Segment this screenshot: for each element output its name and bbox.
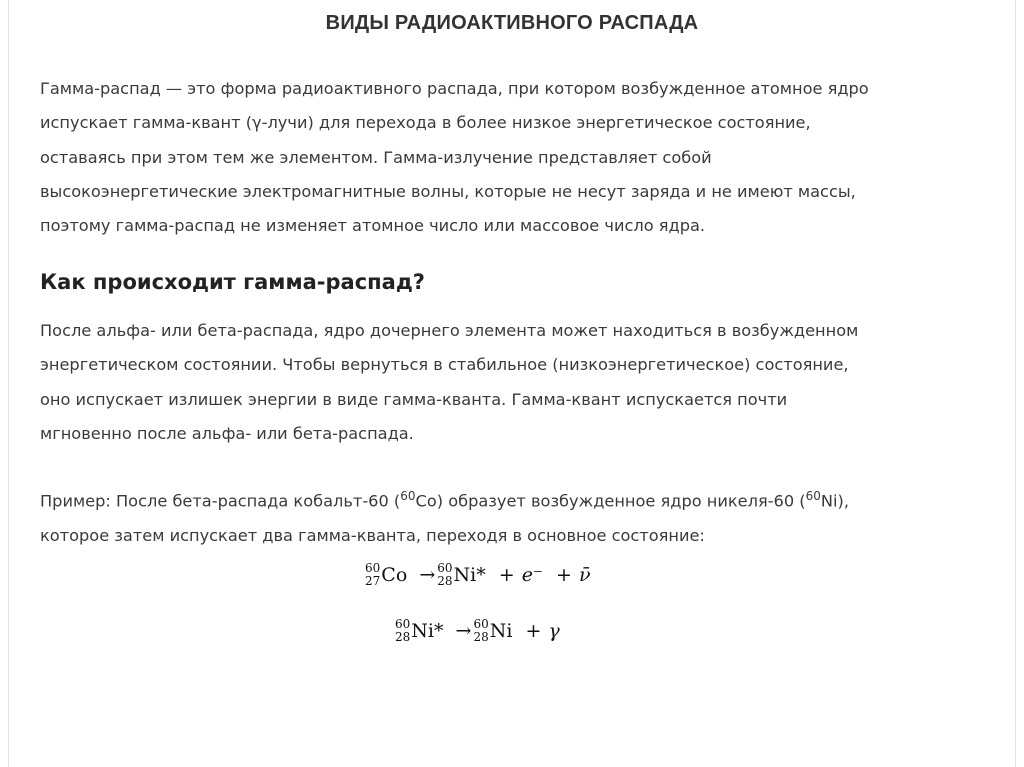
text-line: Гамма-распад — это форма радиоактивного распада, при котором возбужденное атомное ядро <box>40 79 869 98</box>
gamma-symbol: γ <box>548 620 560 642</box>
isotope-numbers <box>473 618 488 644</box>
mass-number: 60 <box>473 617 489 631</box>
text-line <box>40 479 940 519</box>
element-symbol: Ni <box>489 620 513 642</box>
element-symbol: Co <box>381 564 408 586</box>
intro-paragraph <box>40 72 940 243</box>
text-line: энергетическом состоянии. Чтобы вернуться в стабильное (низкоэнергетическое) состояние, <box>40 355 849 375</box>
electron-symbol: e⁻ <box>521 564 543 586</box>
frame-left-border <box>8 0 9 767</box>
text-line: которое затем испускает два гамма-кванта, переходя в основное состояние: <box>40 525 705 545</box>
text-line: поэтому гамма-распад не изменяет атомное число или массовое число ядра. <box>40 216 706 236</box>
example-text-a: Пример: После бета-распада кобальт-60 ( <box>40 491 401 511</box>
mass-number: 60 <box>437 561 453 575</box>
text-line: мгновенно после альфа- или бета-распада. <box>40 423 414 443</box>
frame-right-border <box>1015 0 1016 767</box>
element-symbol: Ni* <box>411 620 444 642</box>
plus-sign: + <box>525 620 542 642</box>
example-text-b: ) образует возбужденное ядро никеля-60 ( <box>436 491 806 511</box>
text-line: испускает гамма-квант (γ-лучи) для перехода в более низкое энергетическое состояние, <box>40 113 811 133</box>
text-line: После альфа- или бета-распада, ядро дочернего элемента может находиться в возбужденном <box>40 321 859 340</box>
element-symbol: Ni* <box>453 564 486 586</box>
atomic-number: 28 <box>395 630 411 644</box>
text-line: высокоэнергетические электромагнитные волны, которые не несут заряда и не имеют массы, <box>40 181 856 201</box>
isotope-numbers <box>365 562 380 588</box>
isotope-numbers <box>395 618 410 644</box>
text-line: оставаясь при этом тем же элементом. Гамма-излучение представляет собой <box>40 147 712 167</box>
atomic-number: 28 <box>437 574 453 588</box>
example-text-c: ), <box>837 491 849 511</box>
page-title: ВИДЫ РАДИОАКТИВНОГО РАСПАДА <box>325 12 699 34</box>
section-heading: Как происходит гамма-распад? <box>40 270 425 294</box>
co-mass-number: 60 <box>400 489 416 503</box>
process-paragraph <box>40 314 940 451</box>
atomic-number: 27 <box>365 574 381 588</box>
mass-number: 60 <box>365 561 381 575</box>
example-paragraph <box>40 479 940 553</box>
plus-sign: + <box>498 564 515 586</box>
reaction-arrow: → <box>419 564 436 586</box>
co-symbol: Co <box>415 491 437 511</box>
ni-mass-number: 60 <box>805 489 821 503</box>
antineutrino-symbol: ν̄ <box>578 564 591 586</box>
mass-number: 60 <box>395 617 411 631</box>
reaction-arrow: → <box>455 620 472 642</box>
ni-symbol: Ni <box>820 491 838 511</box>
isotope-numbers <box>437 562 452 588</box>
atomic-number: 28 <box>473 630 489 644</box>
plus-sign: + <box>556 564 572 586</box>
text-line: оно испускает излишек энергии в виде гамма-кванта. Гамма-квант испускается почти <box>40 389 788 409</box>
